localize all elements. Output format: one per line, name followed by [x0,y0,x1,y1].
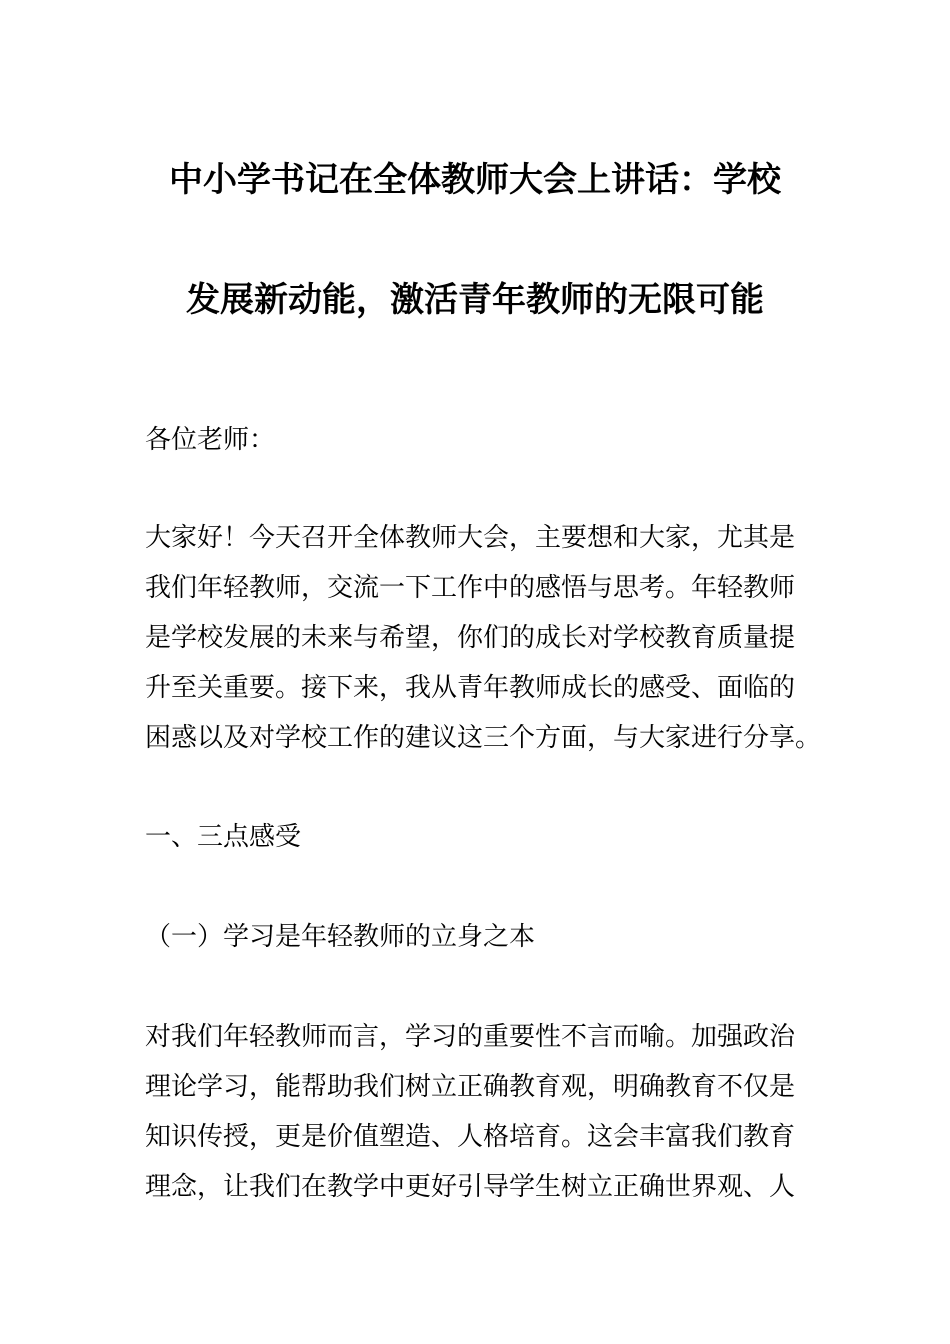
intro-line: 是学校发展的未来与希望，你们的成长对学校教育质量提 [145,623,796,653]
intro-line: 我们年轻教师，交流一下工作中的感悟与思考。年轻教师 [145,573,796,603]
intro-line: 升至关重要。接下来，我从青年教师成长的感受、面临的 [145,673,796,703]
sub-heading: （一）学习是年轻教师的立身之本 [145,922,536,952]
body-line: 知识传授，更是价值塑造、人格培育。这会丰富我们教育 [145,1122,796,1152]
body-line: 理论学习，能帮助我们树立正确教育观，明确教育不仅是 [145,1072,796,1102]
intro-line: 困惑以及对学校工作的建议这三个方面，与大家进行分享。 [145,723,822,753]
body-line: 理念，让我们在教学中更好引导学生树立正确世界观、人 [145,1172,796,1202]
document-title-line-2: 发展新动能，激活青年教师的无限可能 [186,280,764,320]
intro-line: 大家好！今天召开全体教师大会，主要想和大家，尤其是 [145,523,796,553]
greeting: 各位老师： [145,425,276,455]
body-paragraph [145,1012,810,1212]
section-heading: 一、三点感受 [145,822,302,852]
document-title-line-1: 中小学书记在全体教师大会上讲话：学校 [169,160,781,200]
body-line: 对我们年轻教师而言，学习的重要性不言而喻。加强政治 [145,1022,796,1052]
intro-paragraph [145,513,822,763]
